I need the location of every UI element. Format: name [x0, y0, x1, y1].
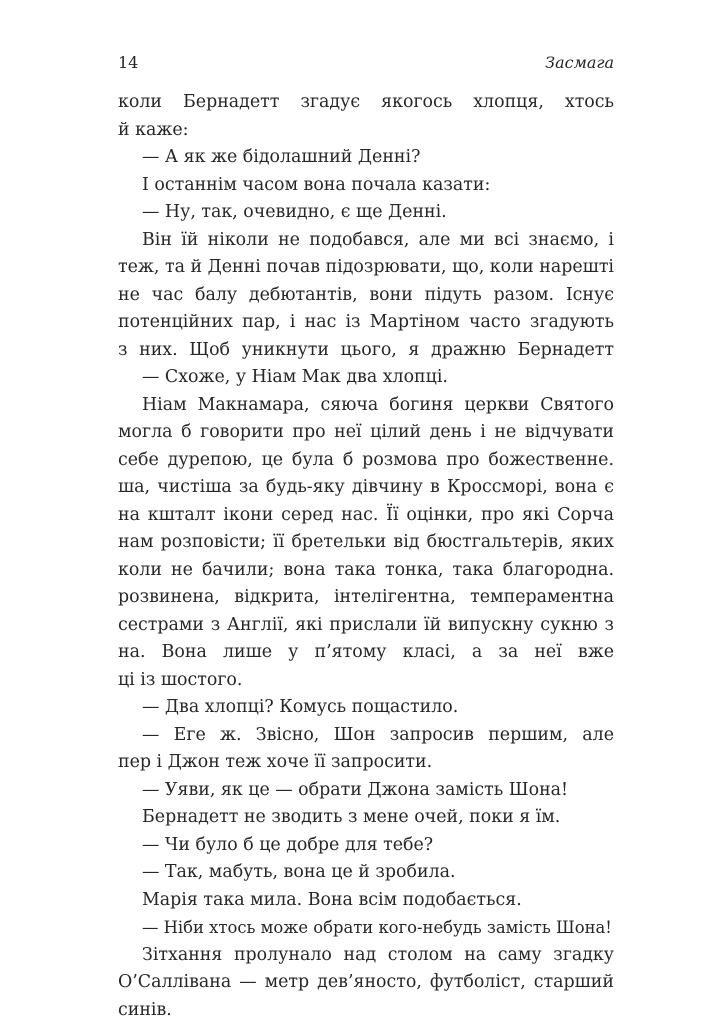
text-line: Ніам Макнамара, сяюча богиня церкви Святого	[142, 394, 614, 415]
text-line: могла б говорити про неї цілий день і не відчувати	[118, 422, 614, 442]
text-line: ці із шостого.	[118, 669, 243, 690]
text-line: коли не бачили; вона така тонка, така благородна.	[118, 559, 614, 580]
text-line: на кшталт ікони серед нас. Її оцінки, про які Сорча	[118, 504, 614, 525]
page-number: 14	[118, 53, 139, 72]
text-line: — Ну, так, очевидно, є ще Денні.	[142, 202, 447, 222]
text-line: пер і Джон теж хоче її запросити.	[118, 752, 433, 772]
text-line: теж, та й Денні почав підозрювати, що, коли нарешті	[118, 257, 614, 277]
text-line: — Так, мабуть, вона це й зробила.	[142, 862, 456, 882]
text-line: ша, чистіша за будь-яку дівчину в Кроссморі, вона є	[118, 477, 614, 497]
text-line: синів.	[118, 999, 172, 1020]
text-line: коли Бернадетт згадує якогось хлопця, хтось	[118, 92, 614, 112]
text-line: — Ніби хтось може обрати кого-небудь замість Шона!	[142, 918, 612, 937]
running-title: Засмага	[545, 53, 614, 72]
text-line: розвинена, відкрита, інтелігентна, темпераментна	[118, 587, 614, 607]
text-line: Він їй ніколи не подобався, але ми всі знаємо, і	[142, 229, 614, 250]
text-line: — Уяви, як це — обрати Джона замість Шона!	[142, 779, 569, 800]
text-line: не час балу дебютантів, вони підуть разом. Існує	[118, 284, 614, 305]
text-line: себе дурепою, це була б розмова про божественне.	[118, 449, 614, 470]
text-line: нам розповісти; її бретельки від бюстгальтерів, яких	[118, 532, 614, 552]
text-line: сестрами з Англії, які прислали їй випускну сукню з	[118, 614, 614, 635]
text-line: — Чи було б це добре для тебе?	[142, 834, 434, 855]
text-line: — Еге ж. Звісно, Шон запросив першим, але	[142, 724, 614, 745]
text-line: — Схоже, у Ніам Мак два хлопці.	[142, 367, 448, 387]
text-line: й каже:	[118, 119, 189, 140]
text-line: Зітхання пролунало над столом на саму згадку	[142, 944, 614, 965]
text-line: О’Саллівана — метр дев’яносто, футболіст, старший	[118, 972, 614, 992]
text-line: Марія така мила. Вона всім подобається.	[142, 889, 522, 910]
text-line: потенційних пар, і нас із Мартіном часто згадують	[118, 312, 614, 332]
text-line: — А як же бідолашний Денні?	[142, 147, 421, 167]
text-line: Бернадетт не зводить з мене очей, поки я їм.	[142, 807, 561, 827]
text-line: І останнім часом вона почала казати:	[142, 174, 491, 195]
text-line: з них. Щоб уникнути цього, я дражню Бернадетт	[118, 339, 614, 360]
text-line: на. Вона лише у п’ятому класі, а за неї вже	[118, 642, 614, 662]
body-text	[118, 89, 614, 1024]
text-line: — Два хлопці? Комусь пощастило.	[142, 697, 459, 717]
